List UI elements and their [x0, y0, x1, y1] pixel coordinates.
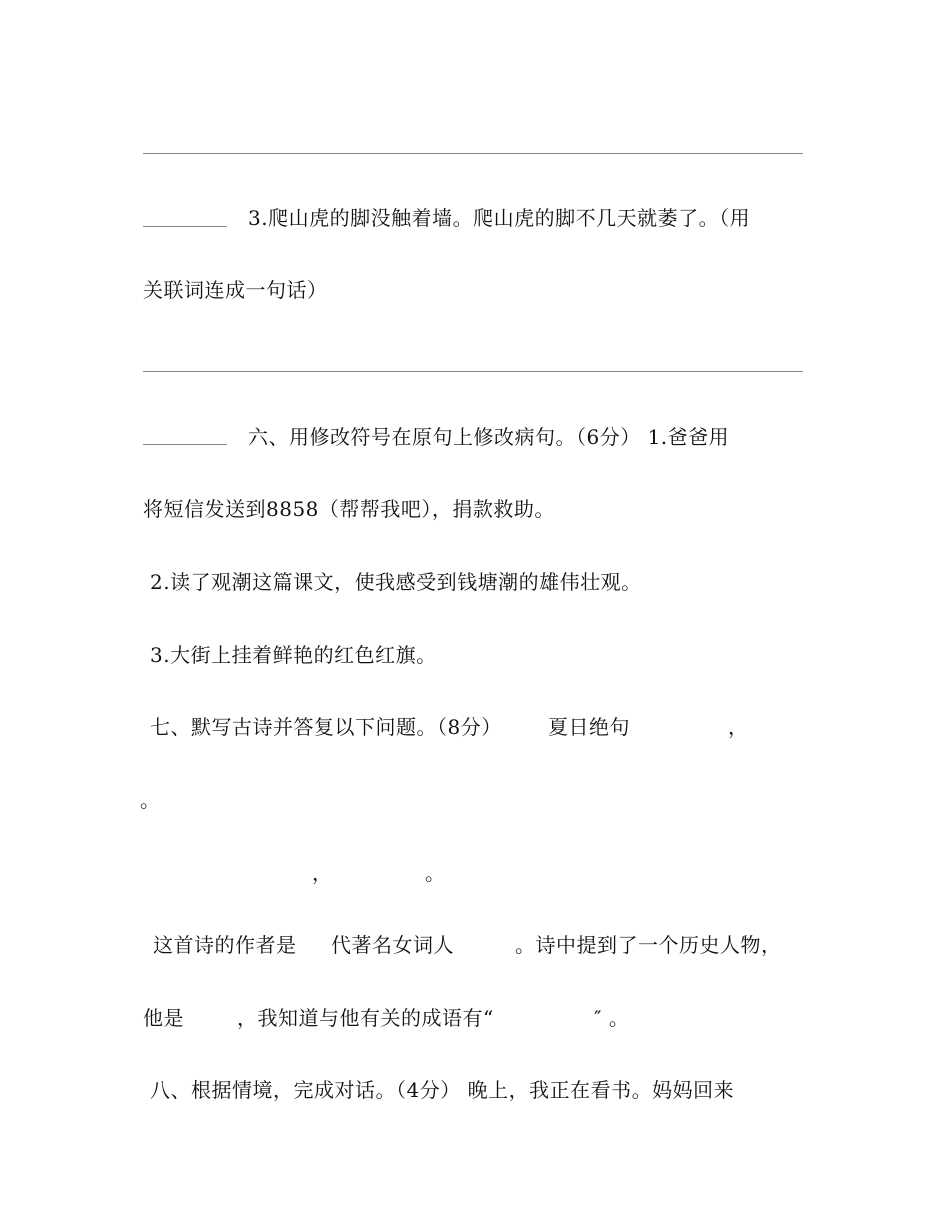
answer-line	[143, 153, 803, 154]
figure-question-part-1: 他是	[143, 1006, 184, 1030]
question-5-3-line-2: 关联词连成一句话）	[143, 278, 328, 302]
question-6-line-2: 将短信发送到8858（帮帮我吧），捐款救助。	[143, 497, 555, 521]
answer-blank	[143, 226, 227, 227]
question-6-item-3: 3.大街上挂着鲜艳的红色红旗。	[150, 643, 437, 667]
poem-period: 。	[425, 861, 446, 885]
question-6-line-1: 六、用修改符号在原句上修改病句。（6分） 1.爸爸用	[248, 425, 730, 449]
author-question-part-1: 这首诗的作者是	[153, 933, 297, 957]
author-question-part-3: 。诗中提到了一个历史人物，	[515, 933, 782, 957]
poem-period: 。	[140, 788, 161, 812]
question-7-heading: 七、默写古诗并答复以下问题。（8分）	[150, 715, 502, 739]
question-5-3-line-1: 3.爬山虎的脚没触着墙。爬山虎的脚不几天就萎了。（用	[248, 206, 751, 230]
question-6-item-2: 2.读了观潮这篇课文，使我感受到钱塘潮的雄伟壮观。	[150, 570, 642, 594]
question-8-line-1: 八、根据情境，完成对话。（4分） 晚上，我正在看书。妈妈回来	[150, 1078, 735, 1102]
poem-title: 夏日绝句	[548, 715, 630, 739]
figure-question-part-3: ″ 。	[594, 1006, 630, 1030]
author-question-part-2: 代著名女词人	[331, 933, 454, 957]
answer-line	[143, 371, 803, 372]
poem-comma: ，	[728, 715, 749, 739]
poem-comma: ，	[312, 861, 333, 885]
answer-blank	[143, 444, 227, 445]
figure-question-part-2: ，我知道与他有关的成语有“	[237, 1006, 494, 1030]
